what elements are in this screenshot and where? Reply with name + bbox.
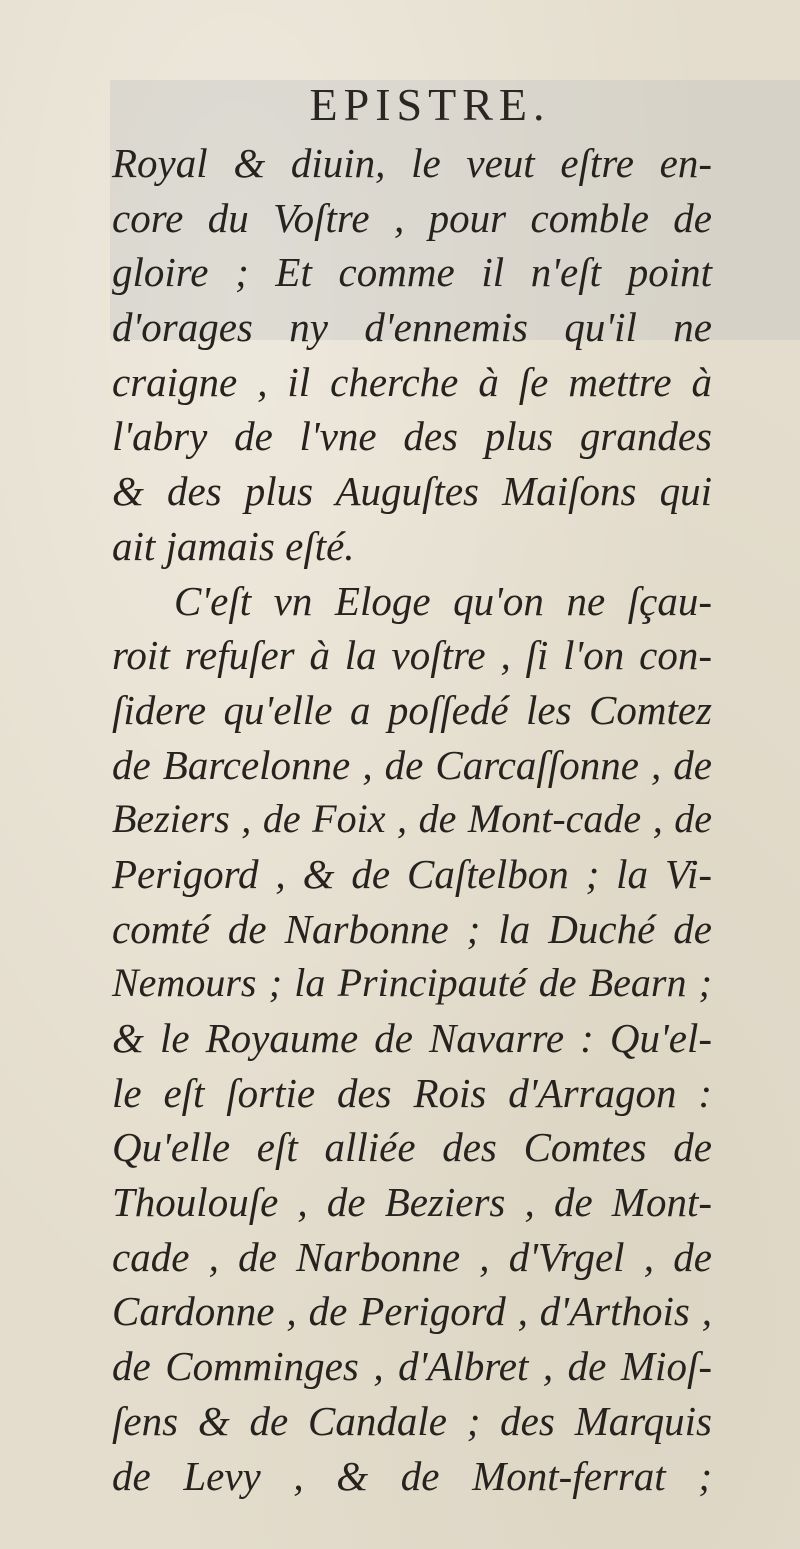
text-line: le eſt ſortie des Rois d'Arragon :	[112, 1069, 712, 1116]
body-text	[112, 136, 712, 1503]
running-header: EPISTRE.	[309, 79, 551, 130]
text-line: cade , de Narbonne , d'Vrgel , de	[112, 1233, 712, 1280]
text-line: de Comminges , d'Albret , de Mioſ-	[112, 1343, 712, 1390]
text-line: C'eſt vn Eloge qu'on ne ſçau-	[174, 577, 712, 624]
text-line: Royal & diuin, le veut eſtre en-	[112, 140, 712, 186]
text-line: Qu'elle eſt alliée des Comtes de	[112, 1124, 712, 1171]
text-line: ſens & de Candale ; des Marquis	[112, 1397, 712, 1444]
text-line: d'orages ny d'ennemis qu'il ne	[112, 304, 712, 351]
text-line: de Levy , & de Mont-ferrat ;	[112, 1452, 712, 1499]
text-line: comté de Narbonne ; la Duché de	[112, 905, 712, 952]
text-line: & le Royaume de Navarre : Qu'el-	[112, 1015, 712, 1061]
text-line: de Barcelonne , de Carcaſſonne , de	[112, 741, 712, 788]
text-line: roit refuſer à la voſtre , ſi l'on con-	[112, 632, 712, 679]
text-line: ait jamais eſté.	[112, 522, 355, 569]
text-line: Nemours ; la Principauté de Bearn ;	[112, 960, 712, 1006]
text-line: Beziers , de Foix , de Mont-cade , de	[112, 796, 712, 842]
text-line: l'abry de l'vne des plus grandes	[112, 413, 712, 460]
text-line: & des plus Auguſtes Maiſons qui	[112, 468, 712, 515]
text-line: Cardonne , de Perigord , d'Arthois ,	[112, 1288, 712, 1335]
text-line: Thoulouſe , de Beziers , de Mont-	[112, 1179, 712, 1226]
text-line: ſidere qu'elle a poſſedé les Comtez	[112, 686, 712, 733]
text-line: Perigord , & de Caſtelbon ; la Vi-	[112, 850, 712, 897]
text-line: craigne , il cherche à ſe mettre à	[112, 358, 712, 405]
text-line: gloire ; Et comme il n'eſt point	[112, 249, 712, 296]
text-line: core du Voſtre , pour comble de	[112, 194, 712, 241]
